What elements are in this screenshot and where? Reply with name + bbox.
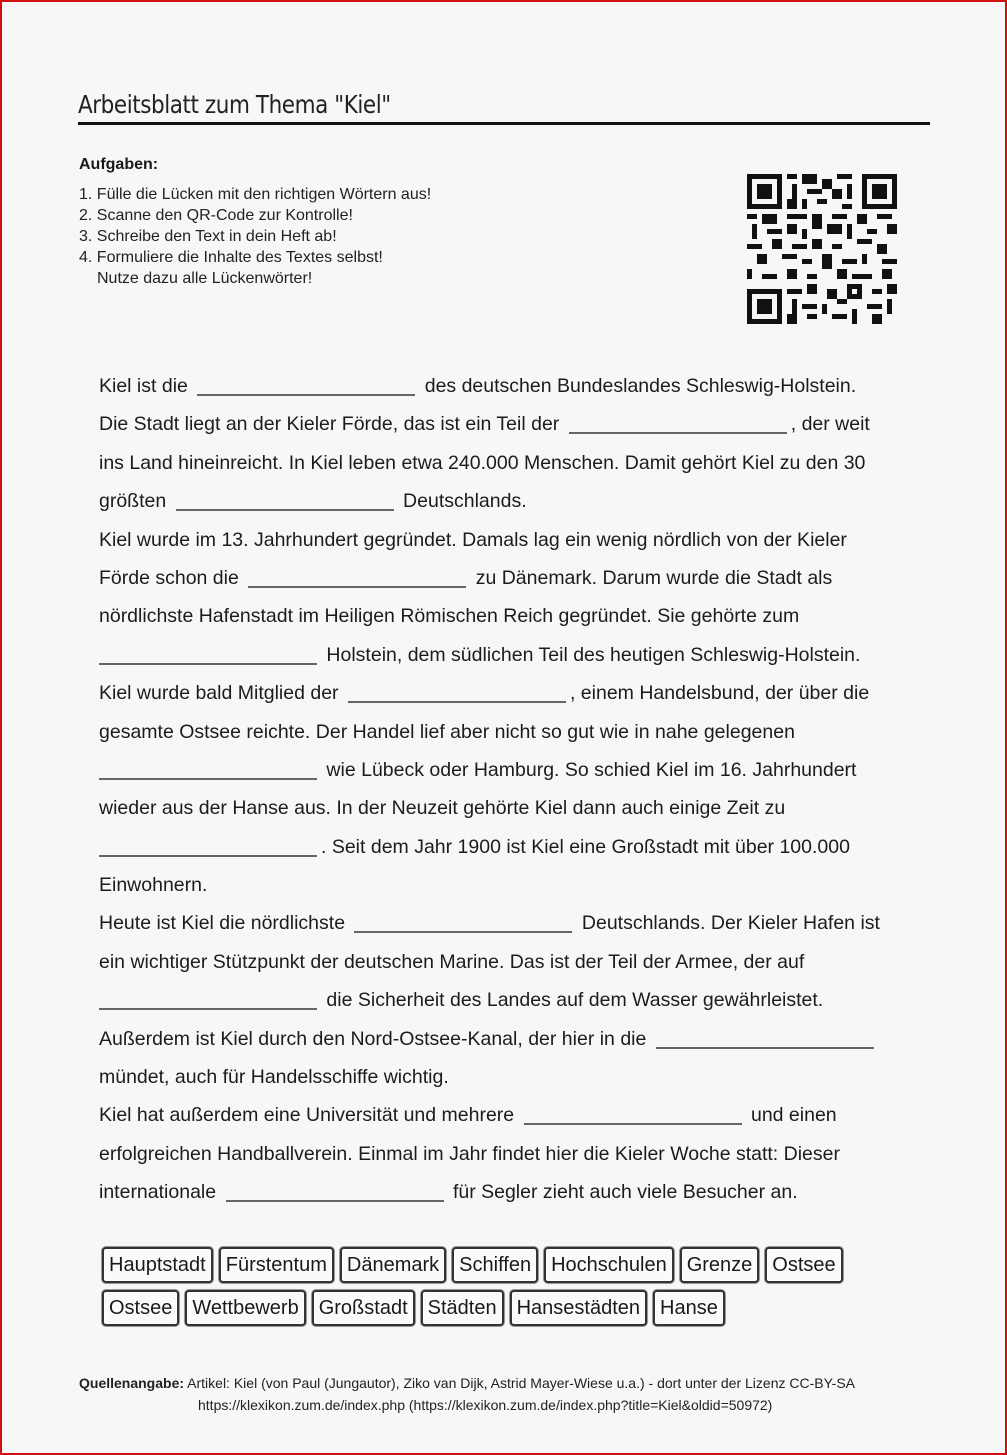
text-line: . Seit dem Jahr 1900 ist Kiel eine Großstadt mit über 100.000 [99, 828, 919, 866]
cloze-text [99, 367, 919, 1212]
word-card[interactable]: Wettbewerb [185, 1290, 305, 1326]
text-line: die Sicherheit des Landes auf dem Wasser gewährleistet. [99, 981, 919, 1019]
blank-field[interactable] [99, 829, 317, 857]
text-line: wie Lübeck oder Hamburg. So schied Kiel im 16. Jahrhundert [99, 751, 919, 789]
text-line: Kiel ist die des deutschen Bundeslandes Schleswig-Holstein. [99, 367, 919, 405]
blank-field[interactable] [99, 982, 317, 1010]
text-line: ein wichtiger Stützpunkt der deutschen Marine. Das ist der Teil der Armee, der auf [99, 950, 805, 973]
blank-field[interactable] [197, 368, 415, 396]
tasks-heading: Aufgaben: [79, 156, 159, 173]
task-item: 2. Scanne den QR-Code zur Kontrolle! [79, 207, 353, 224]
blank-field[interactable] [656, 1021, 874, 1049]
task-item: 4. Formuliere die Inhalte des Textes selbst! [79, 249, 383, 266]
text-line: ins Land hineinreicht. In Kiel leben etwa 240.000 Menschen. Damit gehört Kiel zu den 30 [99, 451, 866, 474]
text-line: internationale für Segler zieht auch viele Besucher an. [99, 1173, 919, 1211]
word-card[interactable]: Ostsee [102, 1290, 179, 1326]
text-line: Förde schon die zu Dänemark. Darum wurde die Stadt als [99, 559, 919, 597]
text-line: mündet, auch für Handelsschiffe wichtig. [99, 1066, 449, 1089]
word-bank-row [102, 1247, 843, 1283]
page-title: Arbeitsblatt zum Thema "Kiel" [78, 90, 391, 119]
text-line: Einwohnern. [99, 874, 208, 897]
text-line: Kiel hat außerdem eine Universität und mehrere und einen [99, 1096, 919, 1134]
word-card[interactable]: Fürstentum [219, 1247, 334, 1283]
source-label: Quellenangabe: [79, 1375, 185, 1391]
source-line: Quellenangabe: Artikel: Kiel (von Paul (Jungautor), Ziko van Dijk, Astrid Mayer-Wiese u.a.) - dort unter der Lizenz CC-BY-SA [79, 1375, 855, 1391]
word-card[interactable]: Hauptstadt [102, 1247, 213, 1283]
blank-field[interactable] [348, 675, 566, 703]
word-card[interactable]: Dänemark [340, 1247, 446, 1283]
text-line: nördlichste Hafenstadt im Heiligen Römischen Reich gegründet. Sie gehörte zum [99, 605, 800, 628]
task-list [79, 184, 431, 289]
word-card[interactable]: Schiffen [452, 1247, 538, 1283]
text-line: Kiel wurde im 13. Jahrhundert gegründet. Damals lag ein wenig nördlich von der Kieler [99, 528, 847, 551]
word-bank-row [102, 1290, 843, 1326]
text-line: erfolgreichen Handballverein. Einmal im Jahr findet hier die Kieler Woche statt: Dieser [99, 1142, 840, 1165]
word-card[interactable]: Grenze [680, 1247, 760, 1283]
qr-code-icon[interactable] [747, 173, 897, 325]
blank-field[interactable] [99, 752, 317, 780]
source-link[interactable]: https://klexikon.zum.de/index.php (https://klexikon.zum.de/index.php?title=Kiel&oldid=50972) [198, 1397, 773, 1413]
word-card[interactable]: Städten [421, 1290, 504, 1326]
text-line: Außerdem ist Kiel durch den Nord-Ostsee-Kanal, der hier in die [99, 1020, 919, 1058]
word-card[interactable]: Hansestädten [510, 1290, 647, 1326]
title-underline [78, 122, 930, 125]
word-bank [102, 1247, 843, 1333]
word-card[interactable]: Ostsee [765, 1247, 842, 1283]
text-line: Holstein, dem südlichen Teil des heutigen Schleswig-Holstein. [99, 636, 919, 674]
text-line: Heute ist Kiel die nördlichste Deutschlands. Der Kieler Hafen ist [99, 904, 919, 942]
blank-field[interactable] [248, 560, 466, 588]
text-line: gesamte Ostsee reichte. Der Handel lief aber nicht so gut wie in nahe gelegenen [99, 720, 795, 743]
task-item: 1. Fülle die Lücken mit den richtigen Wörtern aus! [79, 186, 432, 203]
text-line: Kiel wurde bald Mitglied der , einem Handelsbund, der über die [99, 674, 919, 712]
blank-field[interactable] [524, 1097, 742, 1125]
text-line: Die Stadt liegt an der Kieler Förde, das ist ein Teil der , der weit [99, 405, 919, 443]
blank-field[interactable] [176, 483, 394, 511]
text-line: größten Deutschlands. [99, 482, 919, 520]
text-line: wieder aus der Hanse aus. In der Neuzeit gehörte Kiel dann auch einige Zeit zu [99, 797, 786, 820]
task-item: Nutze dazu alle Lückenwörter! [97, 270, 313, 287]
word-card[interactable]: Großstadt [312, 1290, 415, 1326]
blank-field[interactable] [569, 406, 787, 434]
word-card[interactable]: Hanse [653, 1290, 725, 1326]
blank-field[interactable] [99, 637, 317, 665]
blank-field[interactable] [354, 905, 572, 933]
blank-field[interactable] [226, 1174, 444, 1202]
task-item: 3. Schreibe den Text in dein Heft ab! [79, 228, 337, 245]
word-card[interactable]: Hochschulen [544, 1247, 674, 1283]
source-attribution [79, 1372, 939, 1416]
